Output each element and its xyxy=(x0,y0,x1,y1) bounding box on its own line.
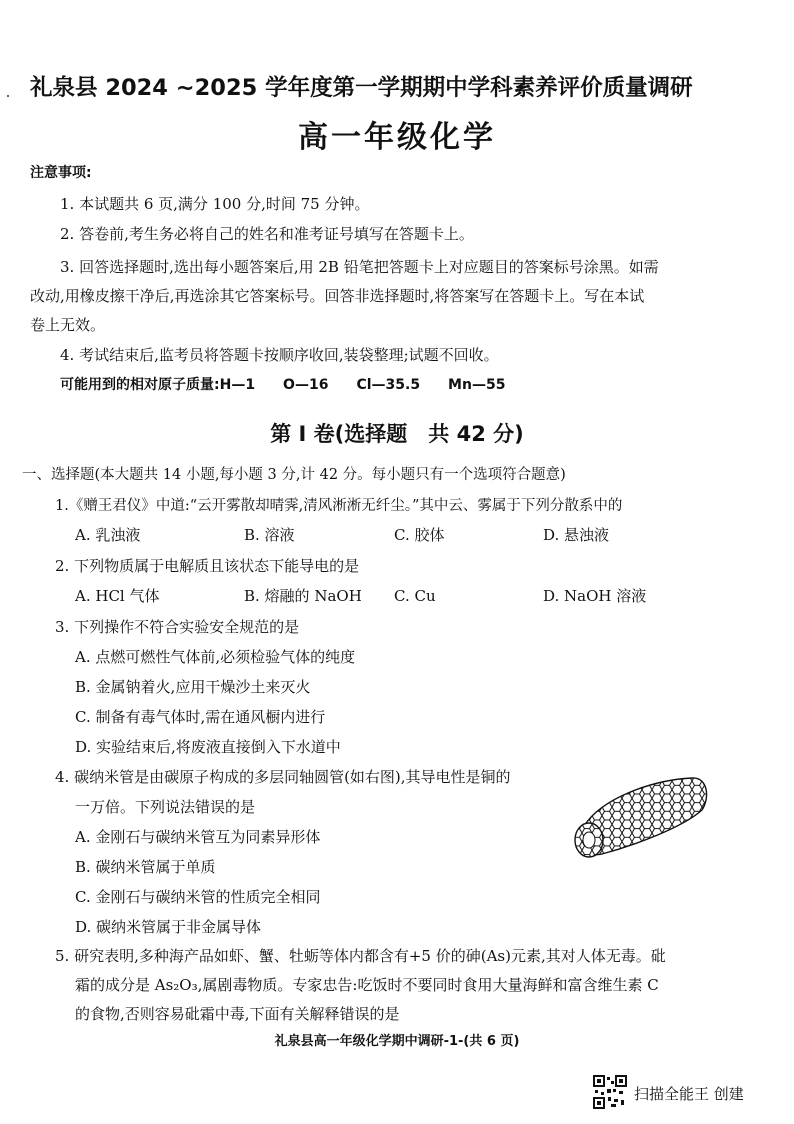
carbon-nanotube-image xyxy=(562,768,710,858)
notice-item: 3. 回答选择题时,选出每小题答案后,用 2B 铅笔把答题卡上对应题目的答案标号涂黑。如需 xyxy=(60,258,659,276)
notice-item: 改动,用橡皮擦干净后,再选涂其它答案标号。回答非选择题时,将答案写在答题卡上。写在本试 xyxy=(30,287,645,305)
option: C. 胶体 xyxy=(394,526,445,544)
section-intro: 一、选择题(本大题共 14 小题,每小题 3 分,计 42 分。每小题只有一个选项符合题意) xyxy=(22,467,566,483)
question-stem: 霜的成分是 As₂O₃,属剧毒物质。专家忠告:吃饭时不要同时食用大量海鲜和富含维生素 C xyxy=(75,976,659,994)
option: A. 乳浊液 xyxy=(75,526,141,544)
question-stem: 的食物,否则容易砒霜中毒,下面有关解释错误的是 xyxy=(75,1005,400,1023)
option: C. 金刚石与碳纳米管的性质完全相同 xyxy=(75,888,321,906)
exam-title: 礼泉县 2024 ~2025 学年度第一学期期中学科素养评价质量调研 xyxy=(30,75,693,101)
option: B. 熔融的 NaOH xyxy=(244,587,362,605)
option: D. 悬浊液 xyxy=(543,526,610,544)
notice-item: 1. 本试题共 6 页,满分 100 分,时间 75 分钟。 xyxy=(60,195,370,213)
notice-item: 卷上无效。 xyxy=(30,316,106,334)
option: B. 碳纳米管属于单质 xyxy=(75,858,216,876)
option: D. 实验结束后,将废液直接倒入下水道中 xyxy=(75,738,341,756)
question-stem: 3. 下列操作不符合实验安全规范的是 xyxy=(55,618,300,636)
option: B. 金属钠着火,应用干燥沙土来灭火 xyxy=(75,678,311,696)
question-stem: 1.《赠王君仪》中道:“云开雾散却晴霁,清风淅淅无纤尘。”其中云、雾属于下列分散系中的 xyxy=(55,498,623,514)
scanner-watermark: 扫描全能王 创建 xyxy=(634,1085,744,1103)
option: C. 制备有毒气体时,需在通风橱内进行 xyxy=(75,708,326,726)
option: A. 金刚石与碳纳米管互为同素异形体 xyxy=(75,828,321,846)
notice-item: 4. 考试结束后,监考员将答题卡按顺序收回,装袋整理;试题不回收。 xyxy=(60,346,499,364)
question-stem: 2. 下列物质属于电解质且该状态下能导电的是 xyxy=(55,557,360,575)
option: B. 溶液 xyxy=(244,526,295,544)
question-stem: 4. 碳纳米管是由碳原子构成的多层同轴圆管(如右图),其导电性是铜的 xyxy=(55,768,511,786)
notice-item: 2. 答卷前,考生务必将自己的姓名和准考证号填写在答题卡上。 xyxy=(60,225,474,243)
option: D. NaOH 溶液 xyxy=(543,587,647,605)
page-footer: 礼泉县高一年级化学期中调研-1-(共 6 页) xyxy=(274,1034,520,1049)
question-stem: 一万倍。下列说法错误的是 xyxy=(75,798,256,816)
question-stem: 5. 研究表明,多种海产品如虾、蟹、牡蛎等体内都含有+5 价的砷(As)元素,其对人体无毒。砒 xyxy=(55,947,666,965)
qr-code-icon xyxy=(593,1075,627,1109)
section-title: 第 I 卷(选择题 共 42 分) xyxy=(270,422,524,446)
subject-title: 高一年级化学 xyxy=(298,120,496,155)
atomic-mass-line: 可能用到的相对原子质量:H—1 O—16 Cl—35.5 Mn—55 xyxy=(60,377,506,393)
option: D. 碳纳米管属于非金属导体 xyxy=(75,918,262,936)
option: A. 点燃可燃性气体前,必须检验气体的纯度 xyxy=(75,648,356,666)
scan-speck xyxy=(7,95,9,97)
option: A. HCl 气体 xyxy=(75,587,160,605)
option: C. Cu xyxy=(394,587,436,605)
notice-heading: 注意事项: xyxy=(30,165,92,181)
